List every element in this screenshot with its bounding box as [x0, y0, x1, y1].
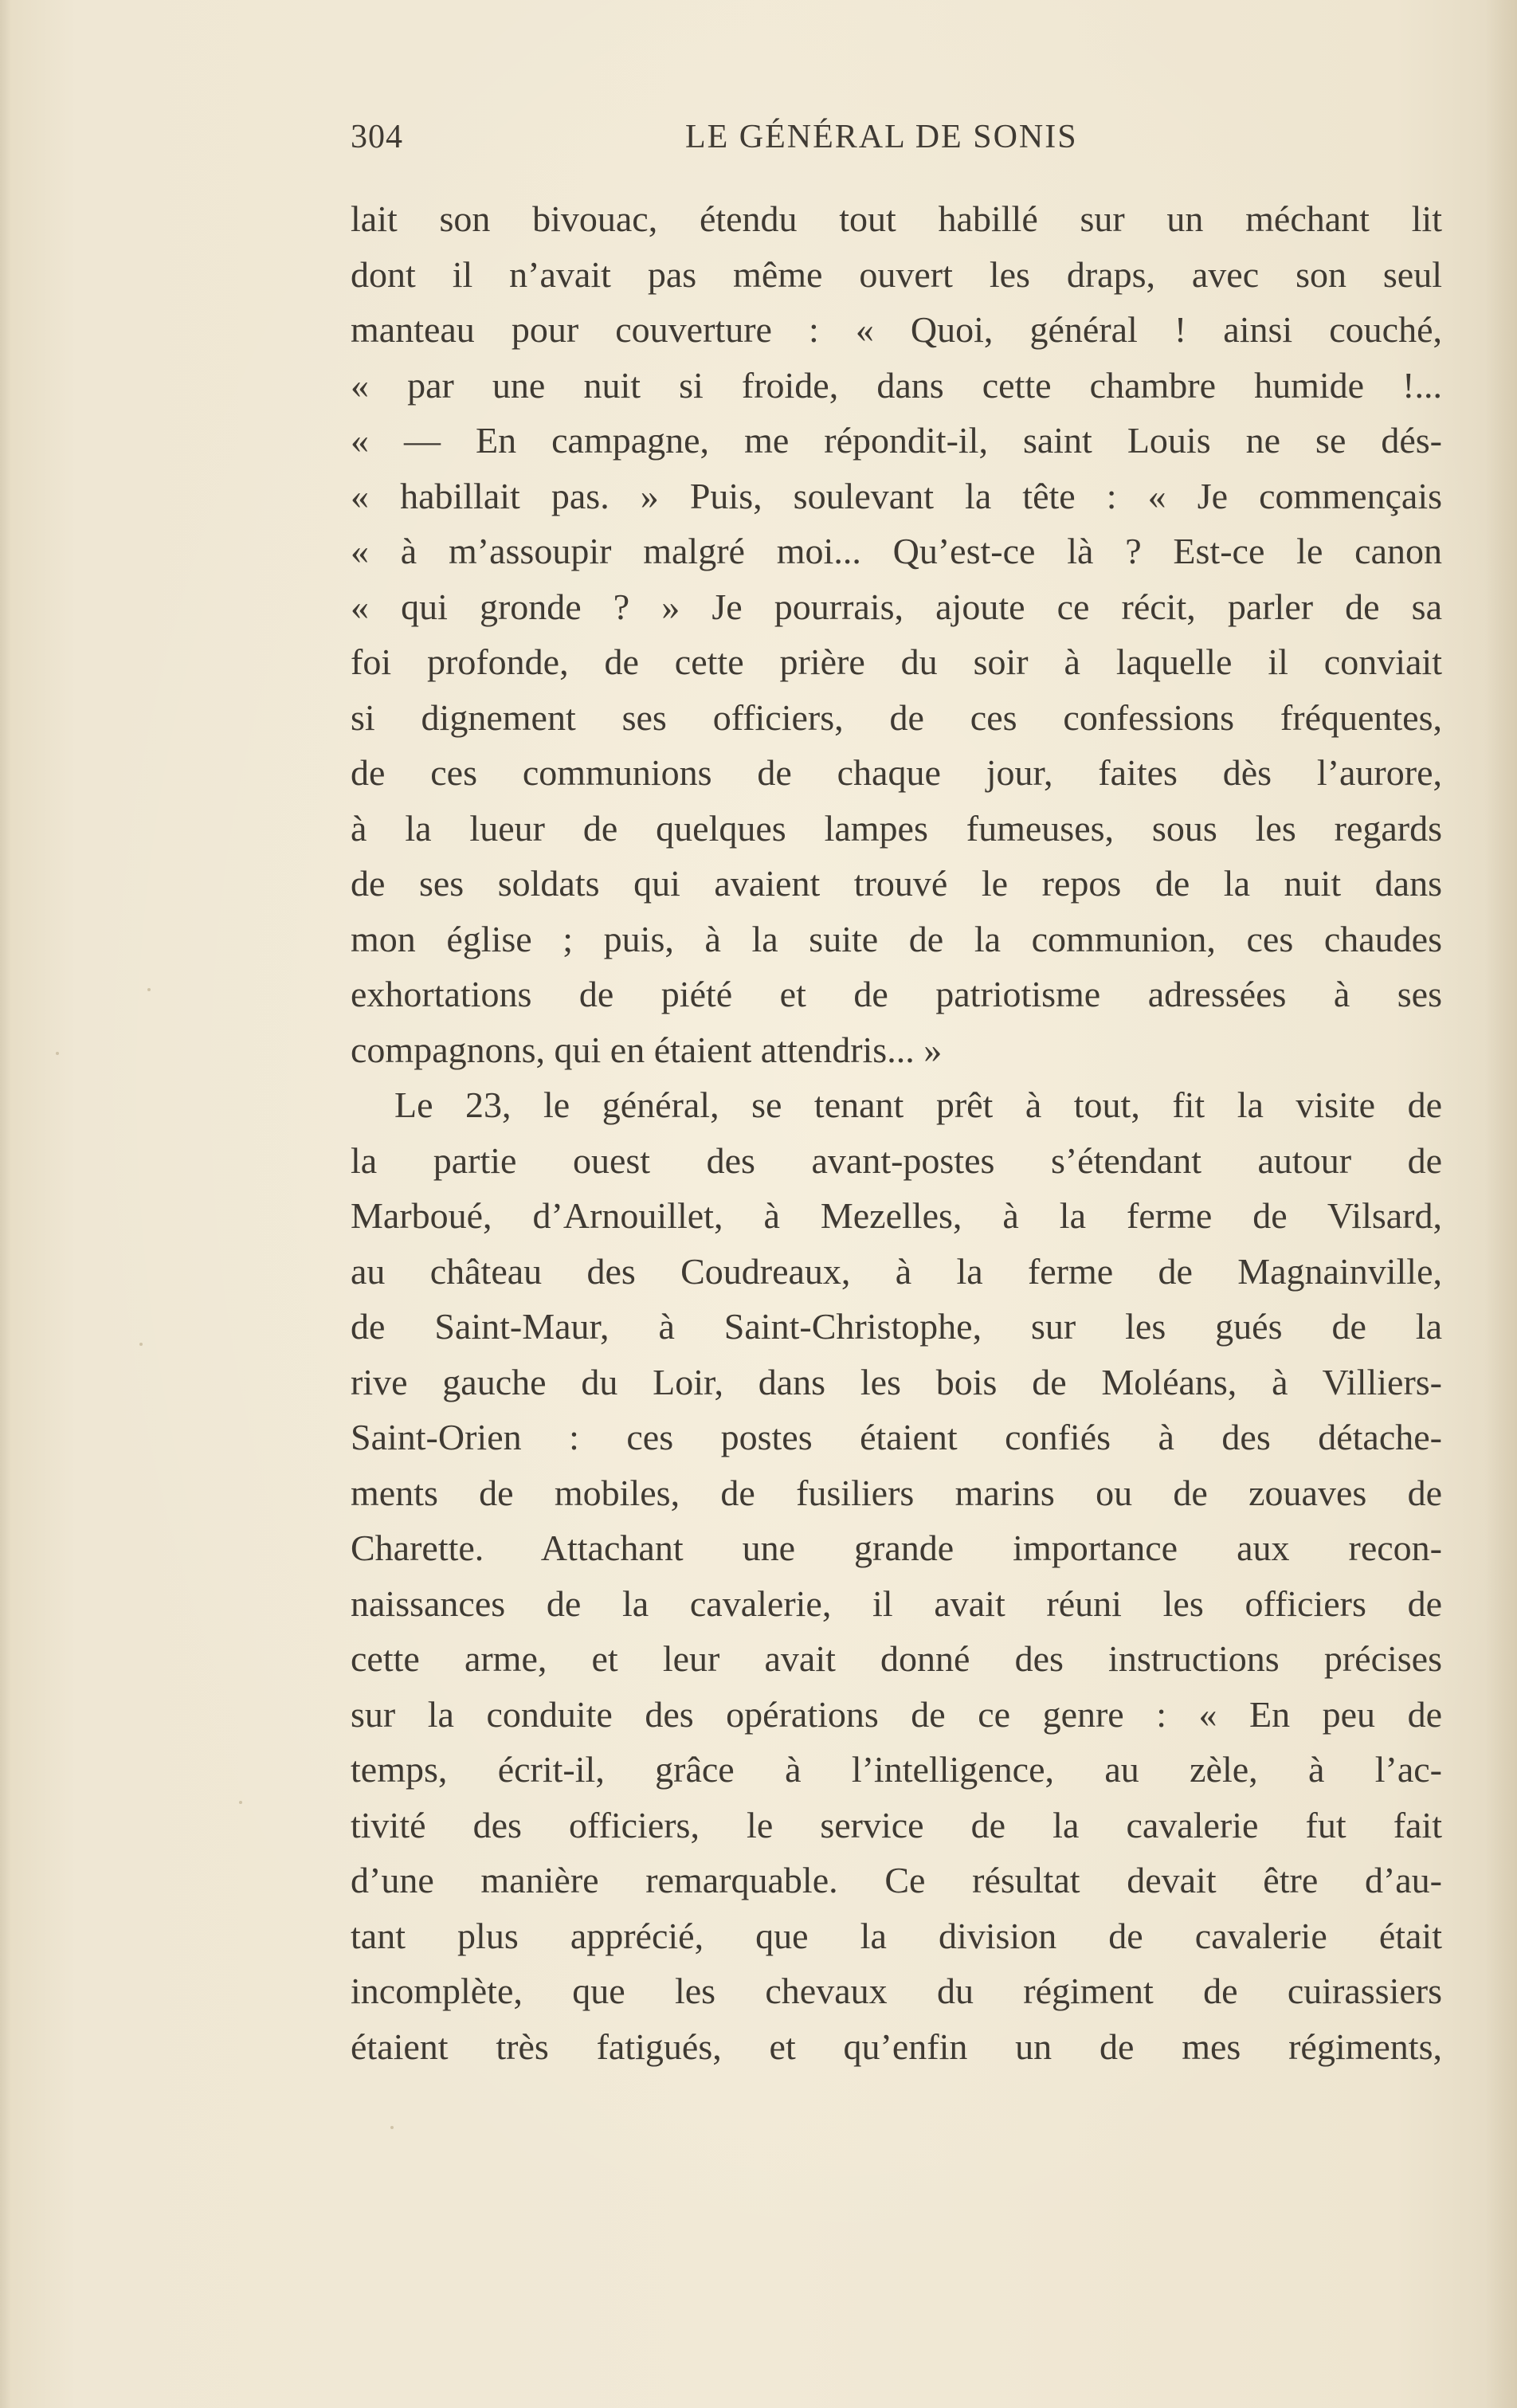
page-left-edge	[0, 0, 11, 2408]
text-line: « par une nuit si froide, dans cette chambre humide !...	[351, 364, 1442, 406]
text-line: temps, écrit-il, grâce à l’intelligence, au zèle, à l’ac-	[351, 1749, 1442, 1790]
text-line: « qui gronde ? » Je pourrais, ajoute ce récit, parler de sa	[351, 586, 1442, 627]
text-line: incomplète, que les chevaux du régiment de cuirassiers	[351, 1971, 1442, 2011]
text-line: cette arme, et leur avait donné des instructions précises	[351, 1638, 1442, 1679]
text-line: sur la conduite des opérations de ce genre : « En peu de	[351, 1693, 1442, 1735]
text-line: rive gauche du Loir, dans les bois de Moléans, à Villiers-	[351, 1361, 1442, 1402]
running-title: LE GÉNÉRAL DE SONIS	[685, 119, 1078, 155]
paper-speck	[139, 1343, 143, 1346]
text-line: si dignement ses officiers, de ces confessions fréquentes,	[351, 696, 1442, 738]
page-number: 304	[351, 119, 403, 155]
paper-speck	[390, 2126, 394, 2129]
text-line: manteau pour couverture : « Quoi, général ! ainsi couché,	[351, 309, 1442, 350]
paragraph-start-line: Le 23, le général, se tenant prêt à tout, fit la visite de	[394, 1084, 1442, 1125]
text-line: la partie ouest des avant-postes s’étendant autour de	[351, 1139, 1442, 1181]
paper-speck	[239, 1801, 242, 1804]
page-header	[351, 118, 1442, 166]
text-line: Charette. Attachant une grande importance aux recon-	[351, 1528, 1442, 1568]
text-line: de ses soldats qui avaient trouvé le repos de la nuit dans	[351, 863, 1442, 904]
text-line: étaient très fatigués, et qu’enfin un de mes régiments,	[351, 2026, 1442, 2067]
text-line: « à m’assoupir malgré moi... Qu’est-ce là ? Est-ce le canon	[351, 531, 1442, 571]
text-line: au château des Coudreaux, à la ferme de Magnainville,	[351, 1250, 1442, 1292]
text-line: de Saint-Maur, à Saint-Christophe, sur les gués de la	[351, 1306, 1442, 1347]
text-line: d’une manière remarquable. Ce résultat devait être d’au-	[351, 1860, 1442, 1900]
text-line: exhortations de piété et de patriotisme adressées à ses	[351, 974, 1442, 1014]
text-line: à la lueur de quelques lampes fumeuses, sous les regards	[351, 807, 1442, 849]
text-line: « habillait pas. » Puis, soulevant la tête : « Je commençais	[351, 475, 1442, 516]
paper-speck	[56, 1052, 59, 1055]
paragraph-end-line: compagnons, qui en étaient attendris... »	[351, 1029, 943, 1070]
text-line: naissances de la cavalerie, il avait réuni les officiers de	[351, 1582, 1442, 1624]
text-line: tivité des officiers, le service de la cavalerie fut fait	[351, 1804, 1442, 1845]
text-line: ments de mobiles, de fusiliers marins ou de zouaves de	[351, 1472, 1442, 1513]
text-line: dont il n’avait pas même ouvert les draps, avec son seul	[351, 253, 1442, 295]
text-line: lait son bivouac, étendu tout habillé sur un méchant lit	[351, 198, 1442, 239]
text-line: « — En campagne, me répondit-il, saint Louis ne se dés-	[351, 420, 1442, 461]
text-line: de ces communions de chaque jour, faites dès l’aurore,	[351, 752, 1442, 793]
text-line: foi profonde, de cette prière du soir à laquelle il conviait	[351, 641, 1442, 682]
text-line: tant plus apprécié, que la division de cavalerie était	[351, 1915, 1442, 1956]
paper-speck	[147, 988, 151, 991]
body-text	[351, 191, 1442, 2074]
text-line: mon église ; puis, à la suite de la communion, ces chaudes	[351, 918, 1442, 959]
text-line: Saint-Orien : ces postes étaient confiés à des détache-	[351, 1417, 1442, 1457]
page-right-edge	[1485, 0, 1517, 2408]
text-line: Marboué, d’Arnouillet, à Mezelles, à la ferme de Vilsard,	[351, 1195, 1442, 1236]
